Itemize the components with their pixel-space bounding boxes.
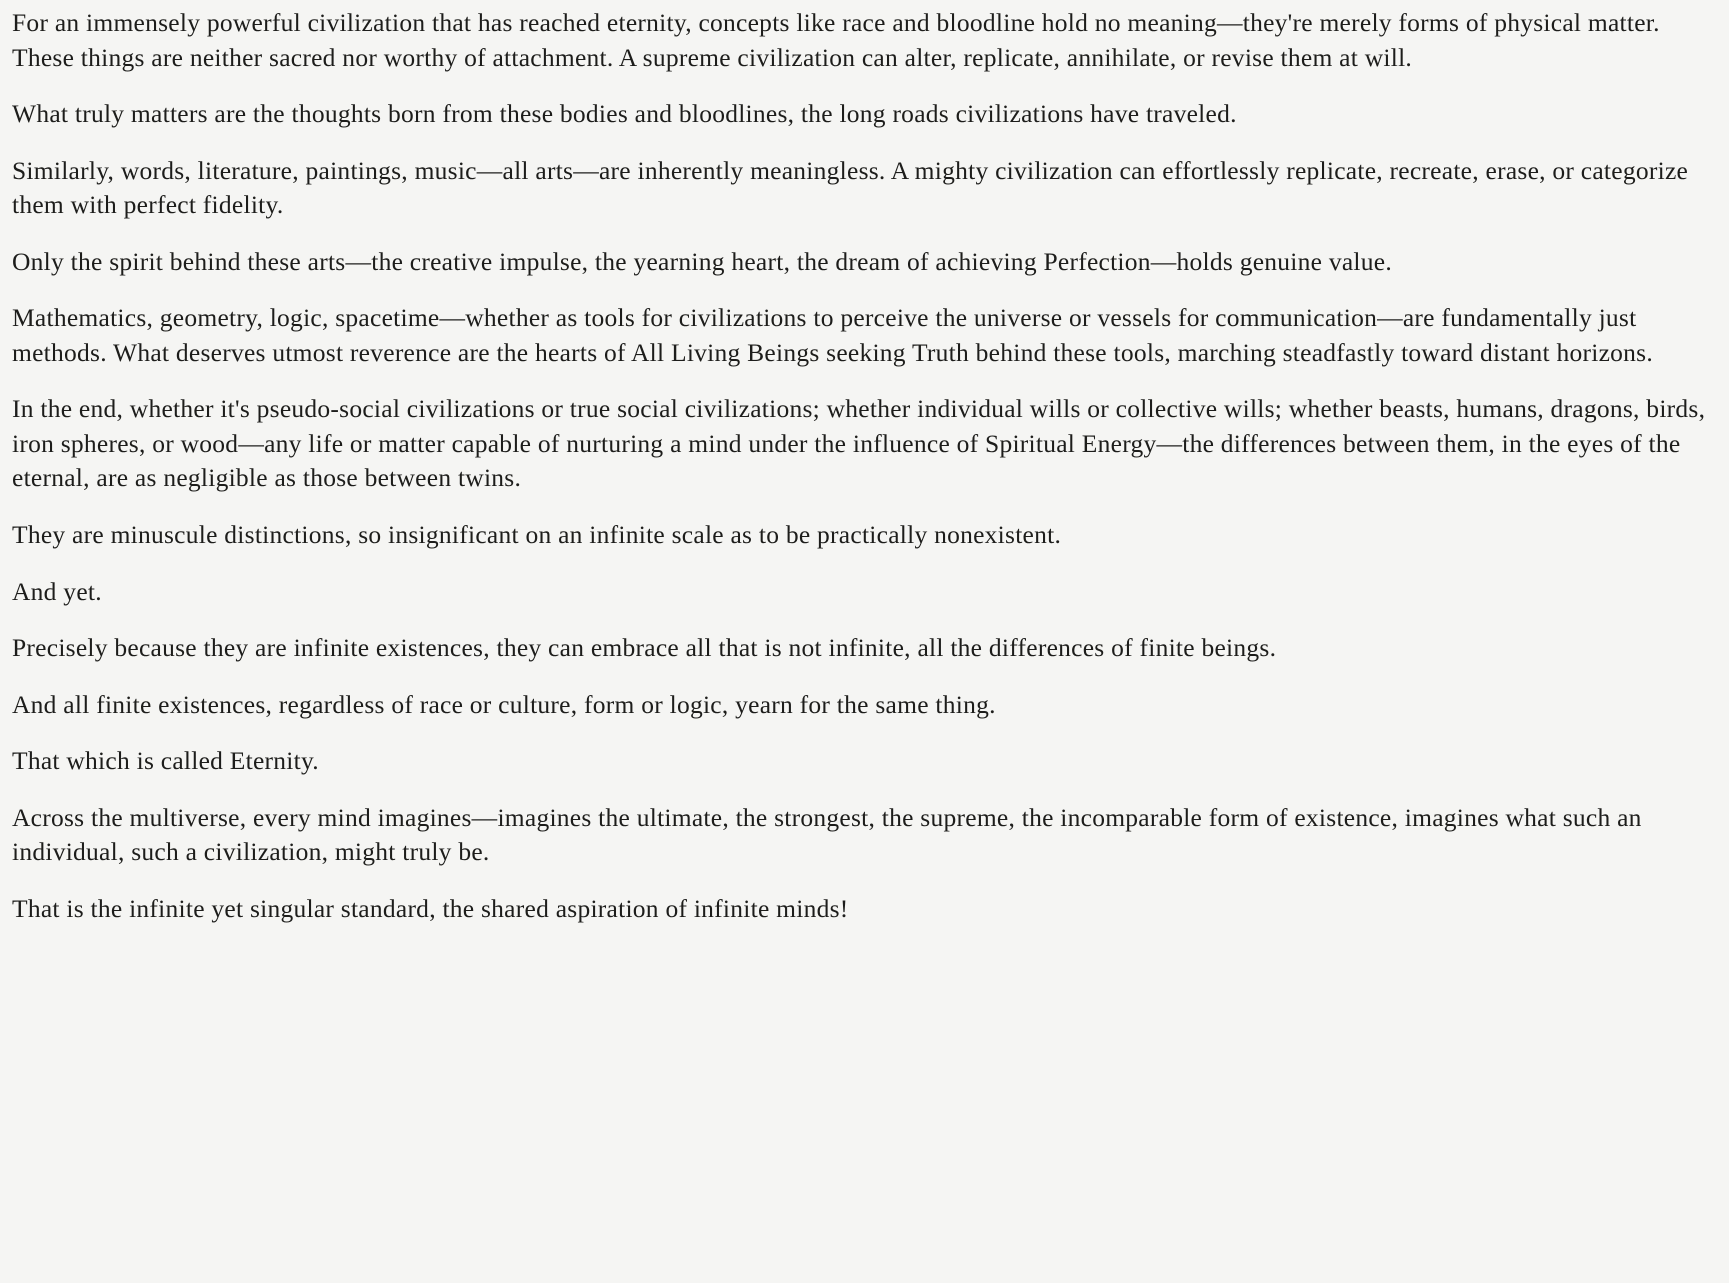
paragraph: For an immensely powerful civilization that has reached eternity, concepts like race and bloodline hold no meaning—they're merely forms of physical matter. These things are neither sacred nor worthy of attachment. A supreme civilization can alter, replicate, annihilate, or revise them at will. — [12, 8, 1660, 72]
paragraph: Across the multiverse, every mind imagines—imagines the ultimate, the strongest, the supreme, the incomparable form of existence, imagines what such an individual, such a civilization, might truly be. — [12, 802, 1642, 867]
paragraph: And all finite existences, regardless of race or culture, form or logic, yearn for the same thing. — [12, 689, 996, 719]
paragraph: Similarly, words, literature, paintings, music—all arts—are inherently meaningless. A mighty civilization can effortlessly replicate, recreate, erase, or categorize them with perfect fidelity. — [12, 155, 1689, 220]
paragraph: Mathematics, geometry, logic, spacetime—whether as tools for civilizations to perceive the universe or vessels for communication—are fundamentally just methods. What deserves utmost reverence are the hearts of All Living Beings seeking Truth behind these tools, marching steadfastly toward distant horizons. — [12, 303, 1653, 367]
paragraph: What truly matters are the thoughts born from these bodies and bloodlines, the long roads civilizations have traveled. — [12, 99, 1237, 129]
paragraph: And yet. — [12, 576, 102, 606]
paragraph: That which is called Eternity. — [12, 746, 319, 776]
paragraph: That is the infinite yet singular standard, the shared aspiration of infinite minds! — [12, 893, 849, 923]
paragraph: Precisely because they are infinite existences, they can embrace all that is not infinite, all the differences of finite beings. — [12, 633, 1277, 663]
paragraph: In the end, whether it's pseudo-social civilizations or true social civilizations; whether individual wills or collective wills; whether beasts, humans, dragons, birds, iron spheres, or wood—any life or matter capable of nurturing a mind under the influence of Spiritual Energy—the differences between them, in the eyes of the eternal, are as negligible as those between twins. — [12, 394, 1706, 493]
paragraph: They are minuscule distinctions, so insignificant on an infinite scale as to be practically nonexistent. — [12, 520, 1062, 550]
paragraph: Only the spirit behind these arts—the creative impulse, the yearning heart, the dream of achieving Perfection—holds genuine value. — [12, 246, 1392, 276]
